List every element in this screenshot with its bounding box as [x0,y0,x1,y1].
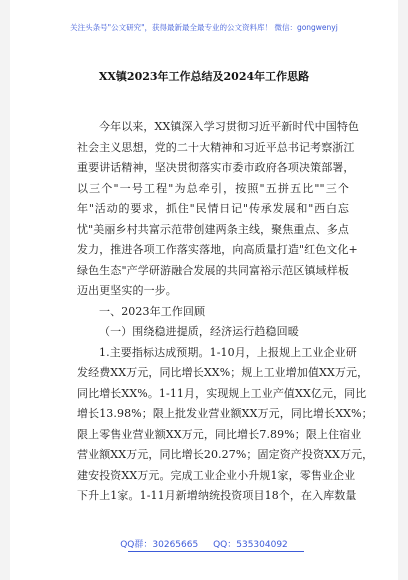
paragraph-line: 迈出更坚实的一步。 [77,284,177,297]
paragraph-line: 社会主义思想，党的二十大精神和习近平总书记考察浙江 [77,140,355,154]
section-heading: 一、2023年工作回顾 [99,304,206,318]
paragraph-line: 年"活动的要求，抓住"民情日记"传承发展和"西白忘 [77,202,349,215]
paragraph-line: 重要讲话精神，坚决贯彻落实市委市政府各项决策部署， [77,161,355,174]
paragraph-line: 绿色生态"产学研游融合发展的共同富裕示范区镇域样板 [77,263,349,277]
paragraph-line: 建安投资XX万元。完成工业企业小升规1家，零售业企业 [77,468,356,482]
paragraph-line: 今年以来，XX镇深入学习贯彻习近平新时代中国特色 [99,120,360,133]
paragraph-line: 限上零售业营业额XX万元，同比增长7.89%；限上住宿业 [77,427,362,441]
paragraph-line: 1.主要指标达成预期。1-10月，上报规上工业企业研 [99,345,357,359]
contact-footer [10,537,398,550]
subsection-heading: （一）围绕稳进提质，经济运行趋稳回暖 [99,325,299,338]
qq-number-text: QQ：535304092 [213,540,288,550]
paragraph-line: 以三个"一号工程"为总牵引，按照"五拼五比""三个 [77,181,349,195]
paragraph-line: 发力，推进各项工作落实落地，向高质量打造"红色文化+ [77,243,358,256]
paragraph-line: 增长13.98%；限上批发业营业额XX万元，同比增长XX%； [77,407,373,420]
document-page [10,0,398,580]
document-body [77,117,374,507]
qq-group-text: QQ群：30265665 [120,540,199,550]
paragraph-line: 忧"美丽乡村共富示范带创建两条主线，聚焦重点、多点 [77,222,349,236]
paragraph-line: 同比增长XX%。1-11月，实现规上工业产值XX亿元，同比 [77,386,367,400]
paragraph-line: 下升上1家。1-11月新增纳统投资项目18个，在入库数量 [77,489,357,502]
paragraph-line: 发经费XX万元，同比增长XX%；规上工业增加值XX万元， [77,366,369,379]
paragraph-line: 营业额XX万元，同比增长20.27%；固定资产投资XX万元， [77,448,374,461]
document-title: XX镇2023年工作总结及2024年工作思路 [98,70,310,83]
promo-banner: 关注头条号"公文研究"，获得最新最全最专业的公文资料库！ 微信：gongwenyj [70,23,338,32]
footer-underline [128,551,304,552]
